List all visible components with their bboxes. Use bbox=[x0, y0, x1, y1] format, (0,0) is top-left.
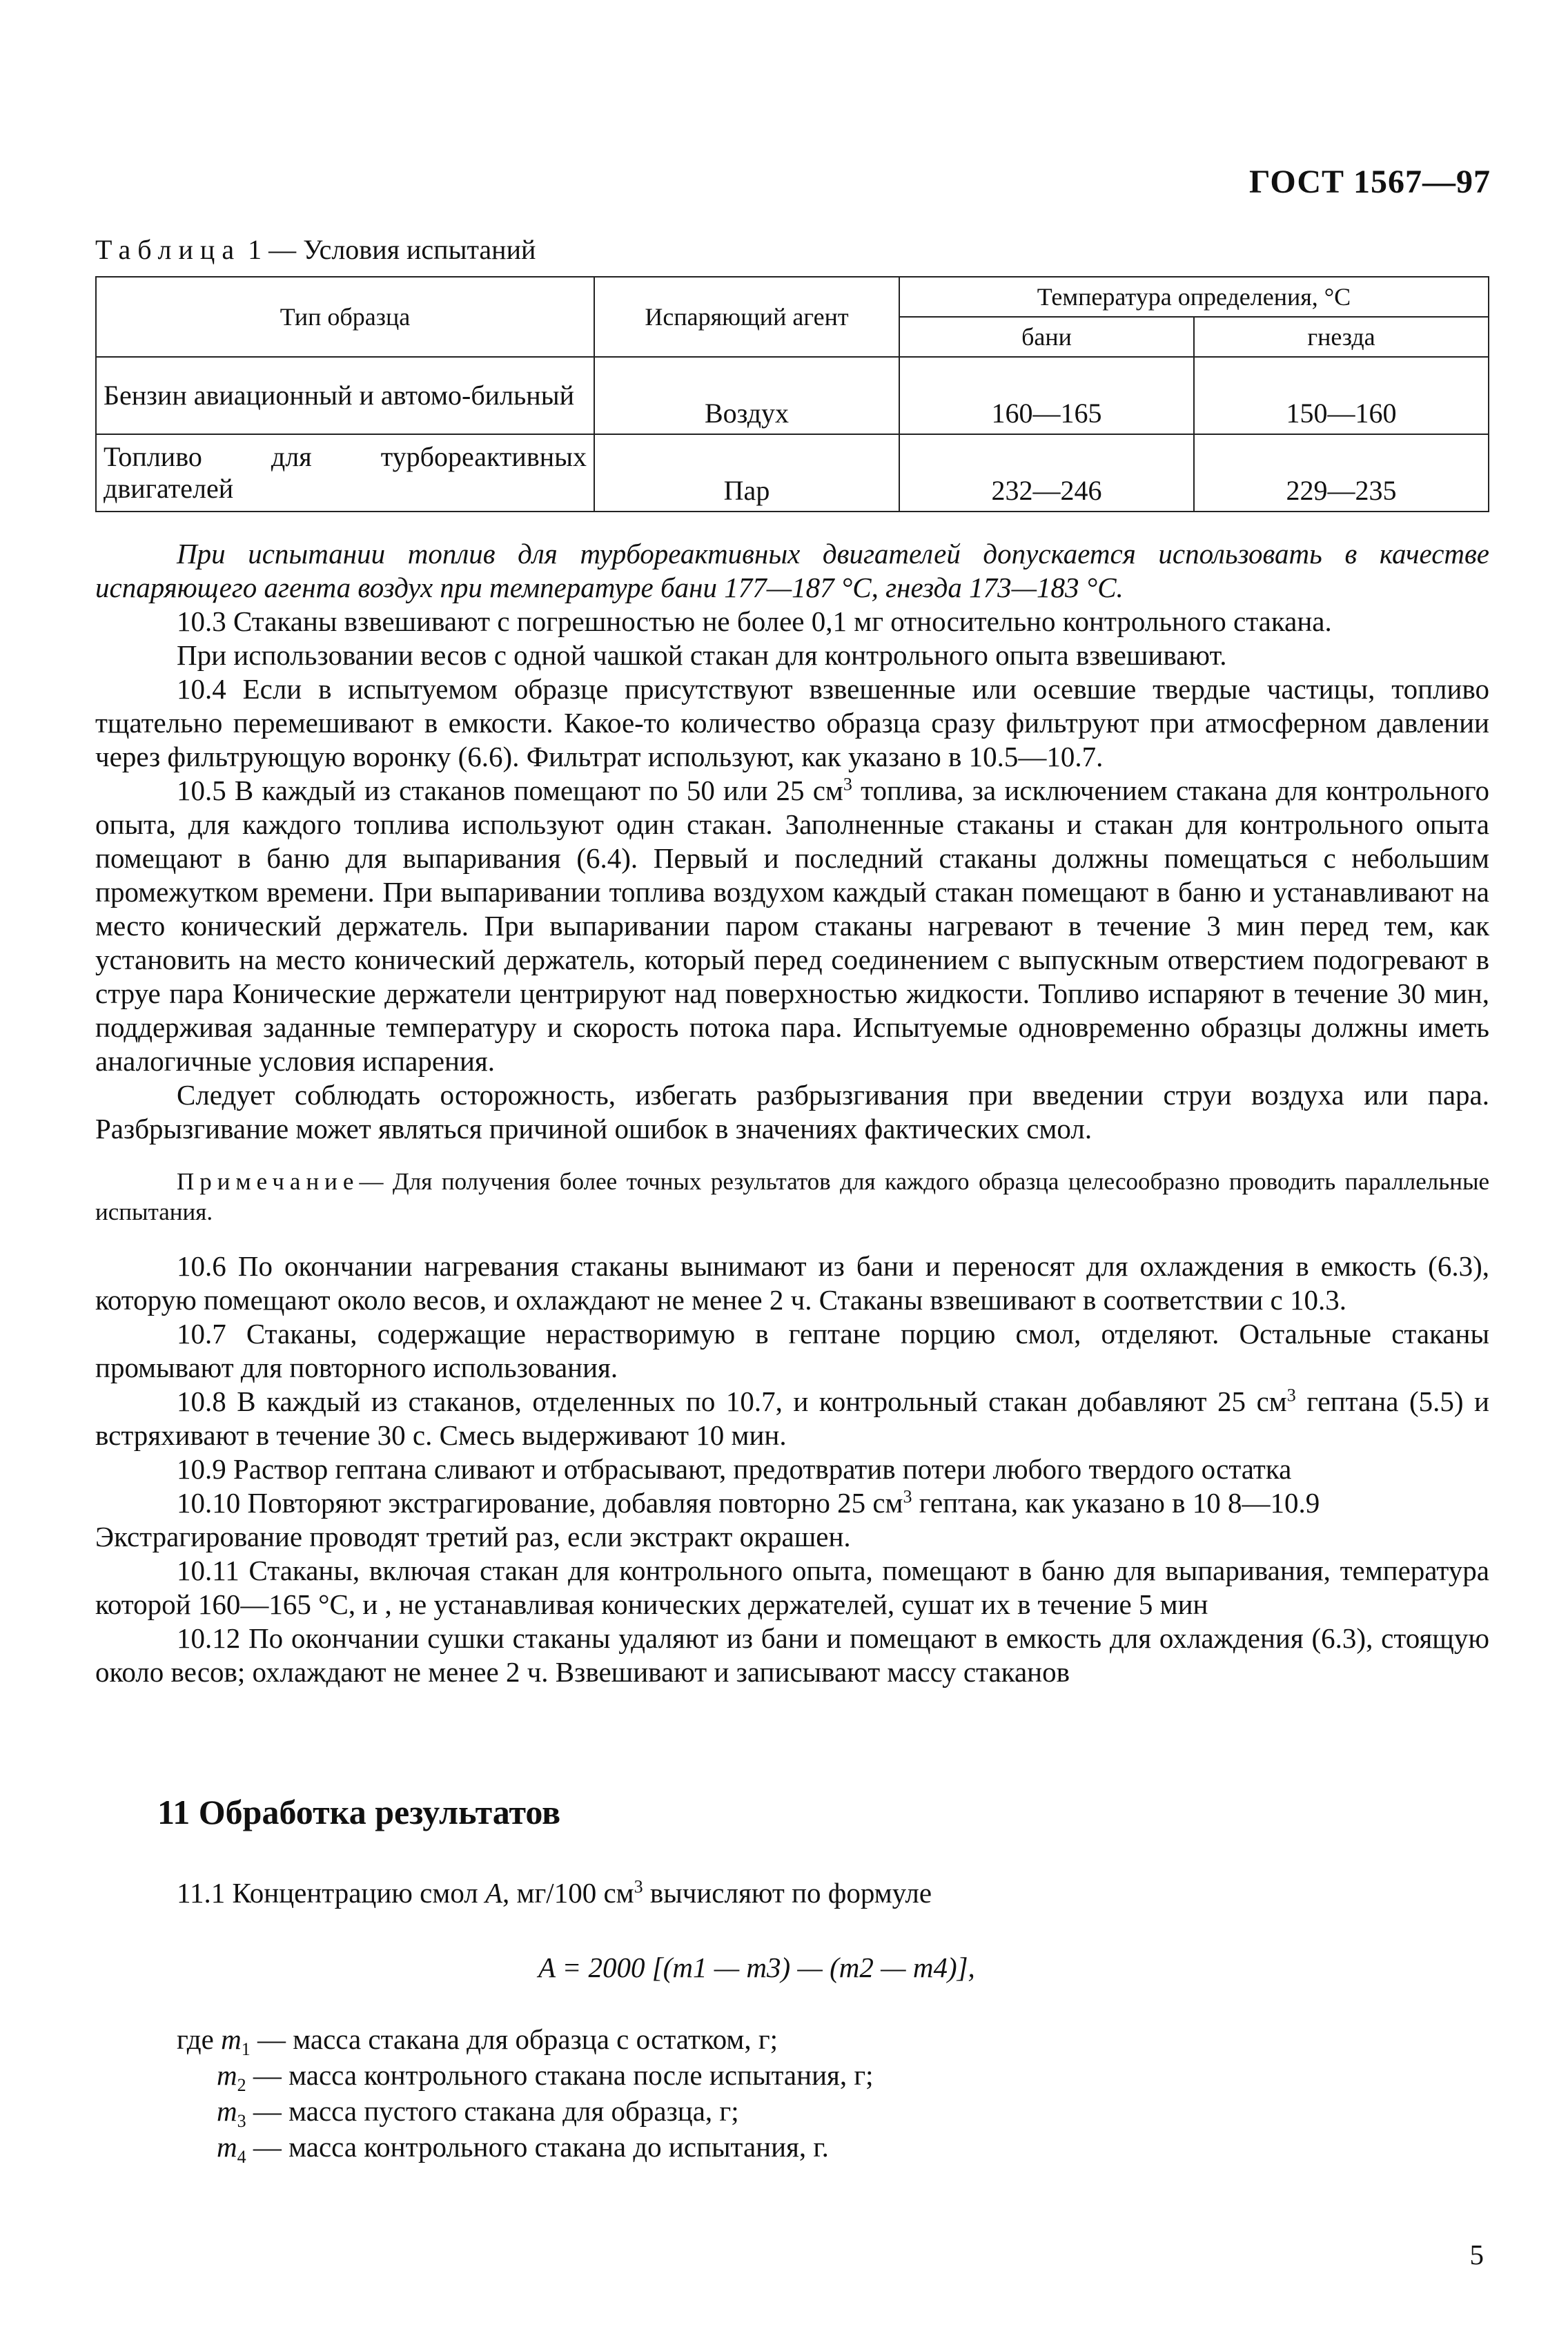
paragraph-10-8-start: 10.8 В каждый из стаканов, отделенных по 10.7, и контрольный стакан добавляют 25 см bbox=[177, 1385, 1287, 1417]
definition-row bbox=[177, 2057, 874, 2096]
paragraph-11-1 bbox=[177, 1876, 932, 1909]
paragraph-10-5-end: топлива, за исключением стакана для контрольного опыта, для каждого топлива используют один стакан. Заполненные стаканы и стакан для контрольного опыта помещают в баню для выпаривания (6.4). Первый и последний стаканы должны помещаться с небольшим промежутком времени. При выпаривании топлива воздухом каждый стакан помещают в баню и устанавливают на место конический держатель. При выпаривании паром стаканы нагревают в течение 3 мин перед тем, как установить на место конический держатель, который перед соединением с выпускным отверстием подогревают в струе пара Конические держатели центрируют над поверхностью жидкости. Топливо испаряют в течение 30 мин, поддерживая заданные температуру и скорость потока пара. Испытуемые одновременно образцы должны иметь аналогичные условия испарения. bbox=[95, 775, 1489, 1077]
definition-text: — масса стакана для образца с остатком, г; bbox=[250, 2023, 778, 2055]
test-conditions-table bbox=[95, 276, 1489, 512]
cell-bath-temp: 160—165 bbox=[899, 357, 1194, 434]
definition-row bbox=[177, 2129, 874, 2168]
paragraph-10-4: 10.4 Если в испытуемом образце присутствуют взвешенные или осевшие твердые частицы, топливо тщательно перемешивают в емкости. Какое-то количество образца сразу фильтруют при атмосферном давлении через фильтрующую воронку (6.6). Фильтрат используют, как указано в 10.5—10.7. bbox=[95, 673, 1489, 772]
col-sample-type: Тип образца bbox=[96, 277, 594, 357]
col-temperature: Температура определения, °С bbox=[899, 277, 1489, 317]
symbol: m bbox=[221, 2023, 242, 2055]
table-caption-text: 1 — Условия испытаний bbox=[248, 234, 536, 265]
where-intro: где bbox=[177, 2023, 214, 2055]
italic-note: При испытании топлив для турбореактивных двигателей допускается использовать в качестве испаряющего агента воздух при температуре бани 177—187 °С, гнезда 173—183 °С. bbox=[95, 538, 1489, 603]
symbol-index: 3 bbox=[237, 2111, 246, 2132]
definition-text: — масса контрольного стакана до испытания, г. bbox=[246, 2131, 829, 2163]
cell-socket-temp: 150—160 bbox=[1194, 357, 1489, 434]
body-text bbox=[95, 537, 1489, 1689]
page-number: 5 bbox=[1469, 2239, 1484, 2270]
paragraph-11-1-end: вычисляют по формуле bbox=[643, 1877, 932, 1909]
cell-sample-type: Бензин авиационный и автомо-бильный bbox=[96, 357, 594, 434]
table-row bbox=[96, 434, 1489, 512]
table-row bbox=[96, 357, 1489, 434]
cell-socket-temp: 229—235 bbox=[1194, 434, 1489, 512]
symbol: m bbox=[217, 2059, 237, 2091]
paragraph-10-5 bbox=[95, 774, 1489, 1078]
note bbox=[95, 1167, 1489, 1227]
table-caption bbox=[95, 233, 536, 266]
definition-text: — масса пустого стакана для образца, г; bbox=[246, 2095, 739, 2127]
cell-agent: Воздух bbox=[594, 357, 899, 434]
note-text: — Для получения более точных результатов для каждого образца целесообразно проводить параллельные испытания. bbox=[95, 1168, 1489, 1225]
formula-definitions bbox=[177, 2021, 874, 2168]
col-bath: бани bbox=[899, 317, 1194, 357]
definition-text: — масса контрольного стакана после испытания, г; bbox=[246, 2059, 874, 2091]
paragraph-10-3-b: При использовании весов с одной чашкой стакан для контрольного опыта взвешивают. bbox=[177, 639, 1227, 671]
col-evaporating-agent: Испаряющий агент bbox=[594, 277, 899, 357]
cell-bath-temp: 232—246 bbox=[899, 434, 1194, 512]
symbol-index: 1 bbox=[241, 2039, 251, 2060]
symbol-index: 4 bbox=[237, 2147, 246, 2168]
paragraph-10-8-end: гептана (5.5) и встряхивают в течение 30 с. Смесь выдерживают 10 мин. bbox=[95, 1385, 1489, 1451]
paragraph-10-10-end: гептана, как указано в 10 8—10.9 bbox=[912, 1487, 1320, 1519]
section-heading: 11 Обработка результатов bbox=[157, 1793, 561, 1831]
table-caption-label: Таблица bbox=[95, 234, 242, 265]
symbol: m bbox=[217, 2131, 237, 2163]
superscript: 3 bbox=[903, 1486, 912, 1507]
paragraph-11-1-start: 11.1 Концентрацию смол bbox=[177, 1877, 485, 1909]
col-socket: гнезда bbox=[1194, 317, 1489, 357]
paragraph-10-10-b: Экстрагирование проводят третий раз, если экстракт окрашен. bbox=[95, 1521, 851, 1553]
symbol-index: 2 bbox=[237, 2075, 246, 2096]
paragraph-10-11: 10.11 Стаканы, включая стакан для контрольного опыта, помещают в баню для выпаривания, температура которой 160—165 °С, и , не устанавливая конических держателей, сушат их в течение 5 мин bbox=[95, 1555, 1489, 1620]
symbol: m bbox=[217, 2095, 237, 2127]
paragraph-11-1-mid: , мг/100 см bbox=[502, 1877, 634, 1909]
cell-agent: Пар bbox=[594, 434, 899, 512]
standard-number: ГОСТ 1567—97 bbox=[1249, 164, 1491, 200]
paragraph-10-9: 10.9 Раствор гептана сливают и отбрасывают, предотвратив потери любого твердого остатка bbox=[177, 1453, 1292, 1485]
paragraph-10-6: 10.6 По окончании нагревания стаканы вынимают из бани и переносят для охлаждения в емкость (6.3), которую помещают около весов, и охлаждают не менее 2 ч. Стаканы взвешивают в соответствии с 10.3. bbox=[95, 1250, 1489, 1316]
definition-row bbox=[177, 2021, 874, 2060]
paragraph-10-10-start: 10.10 Повторяют экстрагирование, добавляя повторно 25 см bbox=[177, 1487, 903, 1519]
paragraph-10-3: 10.3 Стаканы взвешивают с погрешностью не более 0,1 мг относительно контрольного стакана. bbox=[177, 605, 1332, 637]
superscript: 3 bbox=[1286, 1385, 1296, 1405]
formula: A = 2000 [(m1 — m3) — (m2 — m4)], bbox=[538, 1952, 975, 1983]
variable-a: A bbox=[485, 1877, 503, 1909]
paragraph-10-5-start: 10.5 В каждый из стаканов помещают по 50 или 25 см bbox=[177, 775, 843, 806]
note-label: Примечание bbox=[177, 1168, 360, 1195]
paragraph-10-10 bbox=[95, 1486, 1489, 1520]
superscript: 3 bbox=[634, 1876, 643, 1897]
paragraph-10-8 bbox=[95, 1385, 1489, 1452]
definition-row bbox=[177, 2093, 874, 2132]
superscript: 3 bbox=[843, 774, 852, 795]
cell-sample-type: Топливо для турбореактивных двигателей bbox=[96, 434, 594, 512]
paragraph-caution: Следует соблюдать осторожность, избегать разбрызгивания при введении струи воздуха или пара. Разбрызгивание может являться причиной ошибок в значениях фактических смол. bbox=[95, 1079, 1489, 1145]
paragraph-10-12: 10.12 По окончании сушки стаканы удаляют из бани и помещают в емкость для охлаждения (6.3), стоящую около весов; охлаждают не менее 2 ч. Взвешивают и записывают массу стаканов bbox=[95, 1622, 1489, 1688]
paragraph-10-7: 10.7 Стаканы, содержащие нерастворимую в гептане порцию смол, отделяют. Остальные стаканы промывают для повторного использования. bbox=[95, 1318, 1489, 1383]
